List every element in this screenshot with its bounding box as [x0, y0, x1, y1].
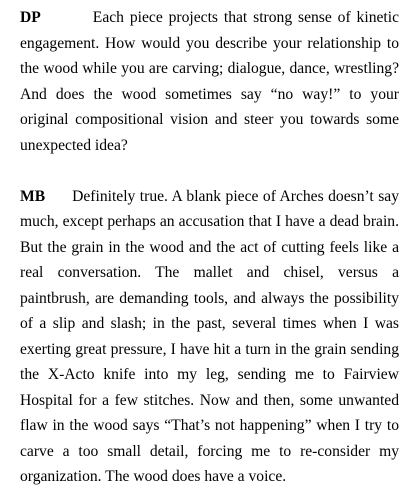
question-paragraph — [20, 5, 399, 158]
speaker-label-dp: DP — [20, 9, 41, 26]
answer-text: Definitely true. A blank piece of Arches doesn’t say much, except perhaps an accusation that I have a dead brain. But the grain in the wood and the act of cutting feels like a real conversation. The mallet and chisel, versus a paintbrush, are demanding tools, and always the possibility of a slip and slash; in the past, several times when I was exerting great pressure, I have hit a turn in the grain sending the X-Acto knife into my leg, sending me to Fairview Hospital for a few stitches. Now and then, some unwanted flaw in the wood says “That’s not happening” when I try to carve a too small detail, forcing me to re-consider my organization. The wood does have a voice. — [20, 187, 399, 485]
question-text: Each piece projects that strong sense of kinetic engagement. How would you describe your relationship to the wood while you are carving; dialogue, dance, wrestling? And does the wood sometimes say “no way!” to your original compositional vision and steer you towards some unexpected idea? — [20, 9, 399, 154]
interview-text — [20, 5, 399, 490]
answer-paragraph — [20, 184, 399, 490]
speaker-label-mb: MB — [20, 187, 46, 205]
